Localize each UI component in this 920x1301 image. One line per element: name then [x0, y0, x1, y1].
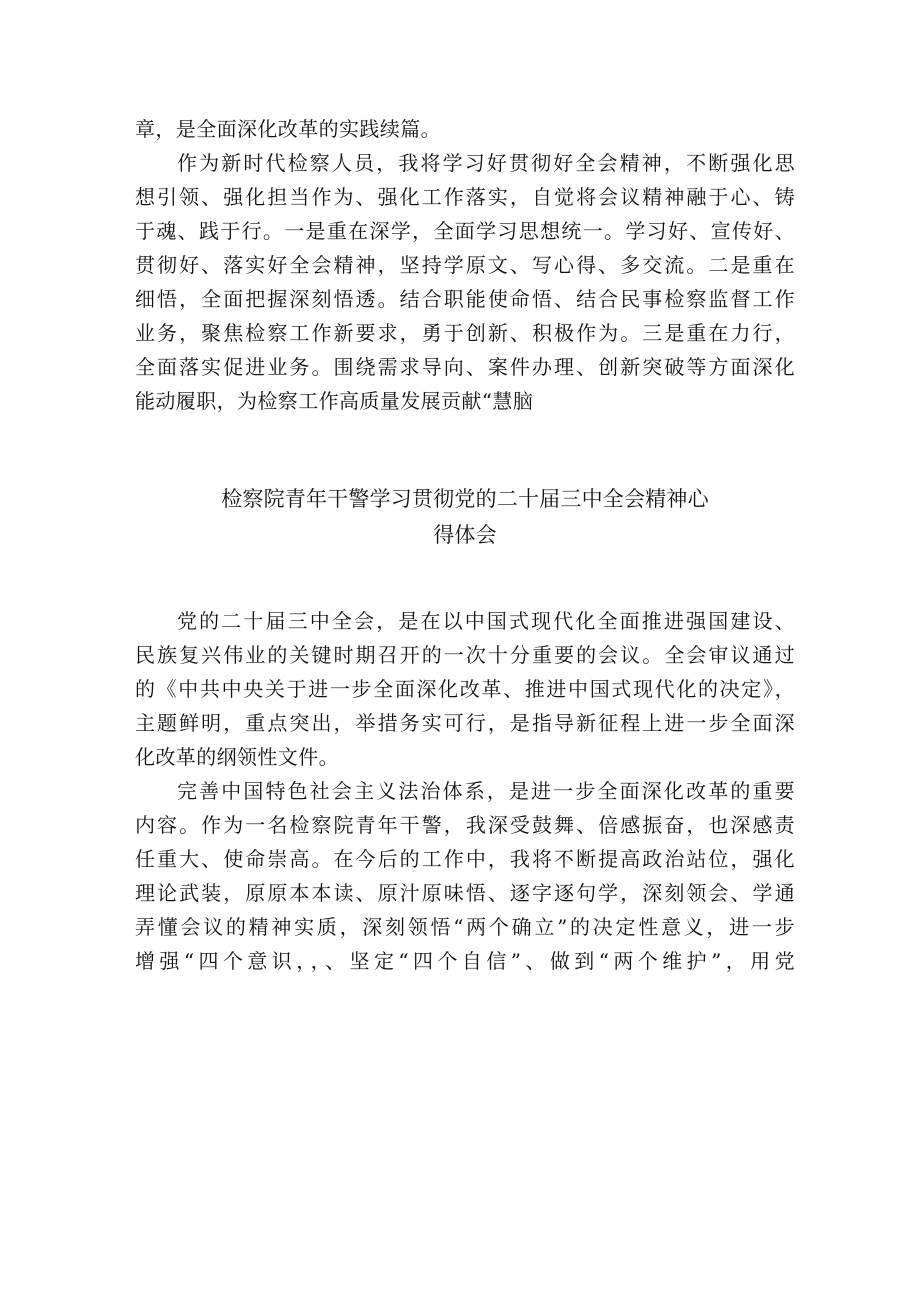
- text-line: 弄懂会议的精神实质，深刻领悟“两个确立”的决定性意义，进一步: [135, 915, 795, 939]
- text-line: 章，是全面深化改革的实践续篇。: [135, 117, 441, 141]
- text-line: 党的二十届三中全会，是在以中国式现代化全面推进强国建设、: [177, 609, 795, 633]
- article-title: [135, 481, 795, 553]
- text-line: 完善中国特色社会主义法治体系，是进一步全面深化改革的重要: [177, 779, 795, 803]
- text-line: 民族复兴伟业的关键时期召开的一次十分重要的会议。全会审议通过: [135, 643, 795, 667]
- article-paragraph-2: [135, 774, 795, 978]
- text-line: 想引领、强化担当作为、强化工作落实，自觉将会议精神融于心、铸: [135, 185, 795, 209]
- intro-paragraph-2: [135, 146, 795, 418]
- text-line: 全面落实促进业务。围绕需求导向、案件办理、创新突破等方面深化: [135, 355, 795, 379]
- document-page: [135, 112, 795, 978]
- intro-paragraph-1: [135, 112, 795, 146]
- text-line: 主题鲜明，重点突出，举措务实可行，是指导新征程上进一步全面深: [135, 711, 795, 735]
- text-line: 贯彻好、落实好全会精神，坚持学原文、写心得、多交流。二是重在: [135, 253, 795, 277]
- article-paragraph-1: [135, 604, 795, 774]
- title-line: 检察院青年干警学习贯彻党的二十届三中全会精神心: [221, 487, 709, 511]
- text-line: 内容。作为一名检察院青年干警，我深受鼓舞、倍感振奋，也深感责: [135, 813, 795, 837]
- text-line: 作为新时代检察人员，我将学习好贯彻好全会精神，不断强化思: [177, 151, 795, 175]
- title-line: 得体会: [433, 523, 497, 547]
- text-line: 于魂、践于行。一是重在深学，全面学习思想统一。学习好、宣传好、: [135, 219, 795, 243]
- text-line: 化改革的纲领性文件。: [135, 745, 339, 769]
- text-line: 能动履职，为检察工作高质量发展贡献“慧脑: [135, 389, 534, 413]
- text-line: 任重大、使命崇高。在今后的工作中，我将不断提高政治站位，强化: [135, 847, 795, 871]
- text-line: 的《中共中央关于进一步全面深化改革、推进中国式现代化的决定》，: [135, 677, 795, 701]
- text-line: 细悟，全面把握深刻悟透。结合职能使命悟、结合民事检察监督工作: [135, 287, 795, 311]
- text-line: 增强“四个意识，，、坚定“四个自信”、做到“两个维护”，用党: [135, 949, 795, 973]
- text-line: 业务，聚焦检察工作新要求，勇于创新、积极作为。三是重在力行，: [135, 321, 795, 345]
- text-line: 理论武装，原原本本读、原汁原味悟、逐字逐句学，深刻领会、学通: [135, 881, 795, 905]
